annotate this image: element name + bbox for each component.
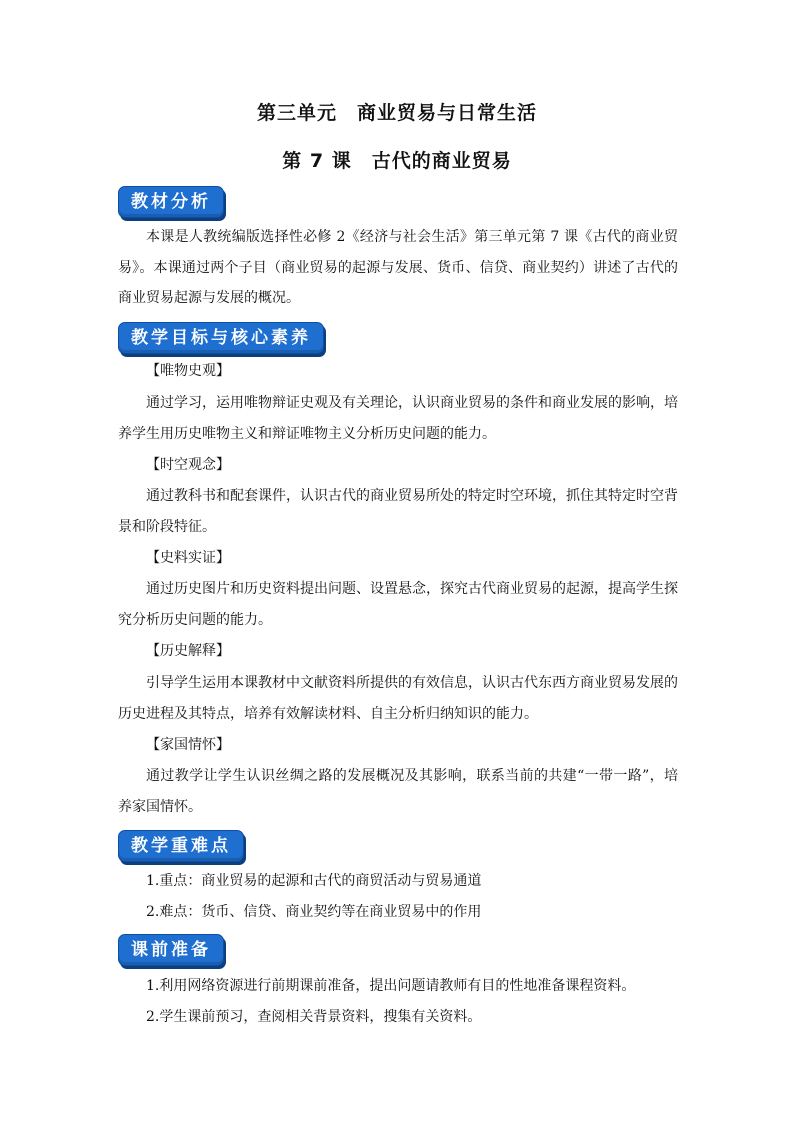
section-heading-keypoints: 教学重难点 [118, 830, 244, 862]
goal-paragraph: 通过教学让学生认识丝绸之路的发展概况及其影响，联系当前的共建“一带一路”，培养家国情怀。 [118, 768, 678, 815]
analysis-paragraph: 本课是人教统编版选择性必修 2《经济与社会生活》第三单元第 7 课《古代的商业贸易》。本课通过两个子目（商业贸易的起源与发展、货币、信贷、商业契约）讲述了古代的商业贸易起源与发展的概况。 [118, 229, 678, 306]
goal-tag: 【家国情怀】 [146, 737, 230, 753]
lesson-title: 第 7 课 古代的商业贸易 [282, 150, 512, 172]
goal-tag: 【唯物史观】 [146, 363, 230, 379]
goal-tag: 【历史解释】 [146, 643, 230, 659]
prep-item: 1.利用网络资源进行前期课前准备，提出问题请教师有目的性地准备课程资料。 [146, 978, 636, 994]
goal-paragraph: 通过学习，运用唯物辩证史观及有关理论，认识商业贸易的条件和商业发展的影响，培养学生用历史唯物主义和辩证唯物主义分析历史问题的能力。 [118, 395, 678, 442]
section-heading-prep: 课前准备 [118, 934, 224, 966]
keypoint-item: 1.重点：商业贸易的起源和古代的商贸活动与贸易通道 [146, 873, 482, 889]
goal-tag: 【史料实证】 [146, 550, 230, 566]
unit-title: 第三单元 商业贸易与日常生活 [256, 102, 537, 124]
section-heading-goals: 教学目标与核心素养 [118, 322, 324, 354]
goal-paragraph: 通过历史图片和历史资料提出问题、设置悬念，探究古代商业贸易的起源，提高学生探究分析历史问题的能力。 [118, 581, 678, 628]
prep-item: 2.学生课前预习，查阅相关背景资料，搜集有关资料。 [146, 1009, 482, 1025]
section-heading-analysis: 教材分析 [118, 186, 224, 218]
goal-paragraph: 引导学生运用本课教材中文献资料所提供的有效信息，认识古代东西方商业贸易发展的历史进程及其特点，培养有效解读材料、自主分析归纳知识的能力。 [118, 675, 678, 722]
goal-paragraph: 通过教科书和配套课件，认识古代的商业贸易所处的特定时空环境，抓住其特定时空背景和阶段特征。 [118, 488, 678, 535]
keypoint-item: 2.难点：货币、信贷、商业契约等在商业贸易中的作用 [146, 904, 482, 920]
goal-tag: 【时空观念】 [146, 457, 230, 473]
